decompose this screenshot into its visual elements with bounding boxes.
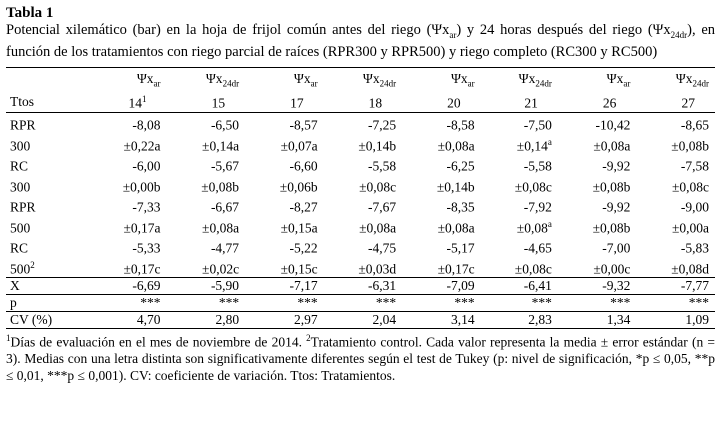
row-label-text: 300	[10, 179, 31, 195]
cell-value: -5,83	[680, 240, 709, 256]
cell-value: -7,92	[523, 199, 552, 215]
cell-value: -8,57	[289, 117, 318, 133]
cell-value: 3,14	[451, 312, 475, 328]
table-cell	[88, 236, 167, 257]
table-row	[6, 113, 715, 134]
table-cell	[167, 154, 246, 175]
table-cell	[402, 257, 481, 278]
footnote-text: Días de evaluación en el mes de noviembre de 2014.	[10, 334, 307, 350]
row-label	[6, 312, 88, 329]
table-cell	[167, 278, 246, 295]
cell-value: ±0,08a	[437, 138, 475, 154]
header-psi-symbol: Ψx	[136, 70, 154, 86]
header-psi-symbol: Ψx	[606, 70, 624, 86]
cell-value: ±0,08d	[671, 261, 709, 277]
table-row	[6, 236, 715, 257]
cell-value: -8,27	[289, 199, 318, 215]
cell-value: ±0,08	[516, 220, 548, 236]
table-cell	[558, 195, 637, 216]
cell-value: 1,09	[685, 312, 709, 328]
header-psi-sub: 24dr	[535, 78, 552, 89]
cell-value: -6,69	[132, 278, 161, 294]
row-label	[6, 134, 88, 155]
cell-value: ±0,08c	[671, 179, 709, 195]
cell-value: ±0,08b	[671, 138, 709, 154]
table-row	[6, 154, 715, 175]
cell-value: ±0,17a	[123, 220, 161, 236]
cell-value: 2,80	[215, 312, 240, 328]
cell-value: -4,65	[523, 240, 552, 256]
table-cell	[481, 175, 558, 196]
cell-value: -5,33	[132, 240, 161, 256]
header-psi-symbol: Ψx	[293, 70, 311, 86]
table-cell	[245, 257, 324, 278]
cell-value: -7,00	[602, 240, 631, 256]
table-cell	[636, 113, 715, 134]
header-psi-sub: ar	[310, 78, 318, 89]
cell-value: ±0,15a	[280, 220, 318, 236]
header-day-number: 21	[524, 95, 538, 111]
table-cell	[558, 134, 637, 155]
cell-value: -8,58	[446, 117, 475, 133]
header-psi-sub: 24dr	[692, 78, 709, 89]
table-row	[6, 257, 715, 278]
table-cell	[88, 216, 167, 237]
header-day	[636, 92, 709, 111]
header-psi-sub: 24dr	[379, 78, 397, 89]
header-day-number: 15	[211, 95, 226, 111]
table-cell	[481, 195, 558, 216]
table-cell	[324, 295, 403, 312]
cell-value: ±0,08a	[202, 220, 240, 236]
table-cell	[245, 236, 324, 257]
table-cell	[402, 113, 481, 134]
header-col	[245, 67, 324, 112]
row-label	[6, 278, 88, 295]
table-cell	[324, 113, 403, 134]
cell-value: ±0,15c	[280, 261, 318, 277]
table-cell	[88, 175, 167, 196]
header-psi	[402, 71, 475, 92]
table-cell	[88, 278, 167, 295]
table-row	[6, 134, 715, 155]
table-cell	[481, 134, 558, 155]
cell-value: ±0,08b	[592, 220, 631, 236]
header-day	[402, 92, 475, 111]
cell-value: ±0,02c	[202, 261, 240, 277]
cell-value: -4,75	[368, 240, 397, 256]
table-cell	[88, 113, 167, 134]
table-cell	[324, 134, 403, 155]
table-cell	[245, 216, 324, 237]
table-cell	[88, 195, 167, 216]
table-cell	[558, 175, 637, 196]
cell-value: -7,33	[132, 199, 161, 215]
table-cell	[324, 175, 403, 196]
table-cell	[402, 278, 481, 295]
cell-value: 2,04	[372, 312, 397, 328]
table-cell	[636, 295, 715, 312]
cell-value: ***	[454, 295, 475, 311]
header-psi-symbol: Ψx	[205, 70, 223, 86]
header-col	[481, 67, 558, 112]
header-day	[324, 92, 397, 111]
cell-value: -8,35	[446, 199, 475, 215]
cell-value: -4,77	[210, 240, 240, 256]
header-day	[481, 92, 552, 111]
cell-value: ±0,08a	[437, 220, 475, 236]
header-day-number: 14	[128, 95, 143, 111]
row-label-text: 300	[10, 138, 31, 154]
table-label: Tabla 1	[6, 5, 54, 21]
table-cell	[167, 113, 246, 134]
table-cell	[167, 236, 246, 257]
cell-value: ±0,07a	[280, 138, 318, 154]
cell-value: -7,17	[289, 278, 318, 294]
cell-value: -5,22	[289, 240, 318, 256]
cell-value: ***	[218, 295, 240, 311]
cell-value: ±0,14a	[202, 138, 240, 154]
row-label	[6, 195, 88, 216]
header-day-sup: 1	[142, 93, 147, 104]
row-label-text: RPR	[10, 199, 36, 215]
footnote	[6, 330, 715, 384]
cell-value: ±0,08c	[514, 261, 552, 277]
table-cell	[558, 113, 637, 134]
cell-value: 1,34	[606, 312, 631, 328]
row-label	[6, 154, 88, 175]
caption-part: Potencial xilemático (bar) en la hoja de frijol común antes del riego (Ψx	[6, 22, 450, 38]
cell-value: -9,92	[602, 199, 631, 215]
header-row	[6, 67, 715, 112]
cell-value: 2,83	[528, 312, 552, 328]
row-label	[6, 257, 88, 278]
table-cell	[558, 216, 637, 237]
table-cell	[324, 278, 403, 295]
table-cell	[402, 312, 481, 329]
header-day	[167, 92, 240, 111]
cell-value: ***	[531, 295, 552, 311]
table-cell	[636, 134, 715, 155]
cell-value: -10,42	[595, 117, 631, 133]
row-label-text: 500	[10, 261, 31, 277]
header-psi-symbol: Ψx	[450, 70, 468, 86]
cell-value: -6,50	[210, 117, 240, 133]
cell-value: ±0,00b	[122, 179, 161, 195]
row-label-text: RPR	[10, 117, 36, 133]
table-cell	[167, 257, 246, 278]
cell-value: ±0,00a	[671, 220, 709, 236]
cell-value: -6,31	[368, 278, 397, 294]
header-psi-sub: 24dr	[222, 78, 240, 89]
header-psi	[636, 71, 709, 92]
cell-value: -8,65	[680, 117, 709, 133]
table-cell	[481, 113, 558, 134]
table-cell	[245, 154, 324, 175]
header-col	[402, 67, 481, 112]
cell-value: ±0,00c	[593, 261, 631, 277]
cell-value: ±0,08b	[201, 179, 240, 195]
cell-sup: a	[547, 136, 552, 147]
cell-value: ***	[140, 295, 161, 311]
table-cell	[324, 257, 403, 278]
table-cell	[558, 257, 637, 278]
table-cell	[481, 312, 558, 329]
header-psi	[558, 71, 631, 92]
table-body	[6, 113, 715, 329]
header-day	[558, 92, 631, 111]
cell-value: ***	[610, 295, 631, 311]
header-psi	[167, 71, 240, 92]
cell-value: ±0,14b	[358, 138, 397, 154]
table-row	[6, 278, 715, 295]
cell-value: 2,97	[293, 312, 318, 328]
cell-value: -6,60	[289, 158, 318, 174]
table-cell	[481, 257, 558, 278]
table-cell	[88, 312, 167, 329]
cell-value: ±0,17c	[437, 261, 475, 277]
footnote-sup: 2	[306, 333, 311, 344]
cell-value: ±0,06b	[279, 179, 318, 195]
caption-part: ) y 24 horas después del riego (Ψx	[456, 22, 671, 38]
row-label-text: p	[10, 295, 17, 311]
table-cell	[245, 278, 324, 295]
cell-value: -5,58	[523, 158, 552, 174]
header-day-number: 18	[368, 95, 383, 111]
header-col	[558, 67, 637, 112]
header-psi	[245, 71, 318, 92]
cell-value: ±0,14	[516, 138, 548, 154]
cell-value: -7,25	[368, 117, 397, 133]
table-cell	[402, 154, 481, 175]
cell-value: ±0,08a	[593, 138, 631, 154]
table-cell	[558, 295, 637, 312]
table-cell	[636, 154, 715, 175]
table-cell	[245, 175, 324, 196]
cell-value: -5,67	[210, 158, 240, 174]
table-cell	[167, 195, 246, 216]
header-col	[636, 67, 715, 112]
row-label	[6, 236, 88, 257]
table-cell	[324, 236, 403, 257]
table-cell	[481, 295, 558, 312]
cell-value: 4,70	[136, 312, 161, 328]
table-cell	[636, 236, 715, 257]
table-cell	[245, 295, 324, 312]
table-cell	[558, 312, 637, 329]
table-cell	[88, 257, 167, 278]
header-day-number: 26	[602, 95, 617, 111]
caption-sub: 24dr	[670, 29, 688, 40]
table-cell	[324, 312, 403, 329]
table-row	[6, 195, 715, 216]
cell-value: -7,50	[523, 117, 552, 133]
header-psi-sub: ar	[153, 78, 161, 89]
row-label-text: RC	[10, 158, 29, 174]
table-cell	[481, 216, 558, 237]
data-table	[6, 67, 715, 329]
row-label-text: RC	[10, 240, 29, 256]
header-day	[88, 92, 161, 111]
cell-value: -7,67	[368, 199, 397, 215]
table-cell	[245, 312, 324, 329]
cell-value: ±0,08c	[514, 179, 552, 195]
cell-value: -8,08	[132, 117, 161, 133]
table-cell	[558, 154, 637, 175]
row-label-text: CV (%)	[10, 312, 53, 328]
caption-part: ), en función de los tratamientos con riego parcial de raíces (RPR300 y RPR500) y riego completo (RC300 y RC500)	[6, 22, 716, 60]
table-cell	[324, 195, 403, 216]
table-cell	[481, 154, 558, 175]
header-psi-sub: ar	[623, 78, 631, 89]
table-cell	[88, 295, 167, 312]
table-cell	[324, 216, 403, 237]
header-day	[245, 92, 318, 111]
footnote-sup: 1	[6, 333, 11, 344]
row-label	[6, 216, 88, 237]
table-cell	[402, 175, 481, 196]
header-psi-symbol: Ψx	[675, 70, 693, 86]
row-label	[6, 295, 88, 312]
cell-sup: a	[547, 218, 552, 229]
cell-value: ±0,22a	[123, 138, 161, 154]
header-day-number: 27	[681, 95, 695, 111]
header-day-number: 20	[447, 95, 461, 111]
header-col	[88, 67, 167, 112]
table-cell	[558, 236, 637, 257]
header-day-number: 17	[290, 95, 304, 111]
cell-value: -6,67	[210, 199, 240, 215]
cell-value: -7,09	[446, 278, 475, 294]
table-row	[6, 216, 715, 237]
cell-value: -7,58	[680, 158, 709, 174]
cell-value: -6,25	[446, 158, 475, 174]
table-cell	[402, 216, 481, 237]
cell-value: -5,58	[368, 158, 397, 174]
header-psi	[481, 71, 552, 92]
caption-sub: ar	[449, 29, 457, 40]
header-ttos: Ttos	[10, 94, 35, 110]
header-psi	[324, 71, 397, 92]
table-cell	[167, 312, 246, 329]
cell-value: -6,00	[132, 158, 161, 174]
cell-value: ±0,08b	[592, 179, 631, 195]
table-cell	[402, 295, 481, 312]
cell-value: -5,17	[446, 240, 475, 256]
table-cell	[167, 134, 246, 155]
row-label-text: $\overline{X}$	[10, 278, 20, 294]
table-cell	[481, 236, 558, 257]
table-cell	[402, 195, 481, 216]
cell-value: ±0,08a	[359, 220, 397, 236]
table-cell	[636, 257, 715, 278]
cell-value: ±0,17c	[123, 261, 161, 277]
table-cell	[167, 216, 246, 237]
table-cell	[245, 134, 324, 155]
header-psi-sub: ar	[467, 78, 475, 89]
header-psi-symbol: Ψx	[518, 70, 536, 86]
table-cell	[558, 278, 637, 295]
table-cell	[402, 236, 481, 257]
cell-value: -9,32	[602, 278, 631, 294]
table-caption	[6, 22, 715, 61]
header-psi-symbol: Ψx	[362, 70, 380, 86]
cell-value: -7,77	[680, 278, 709, 294]
cell-value: -9,92	[602, 158, 631, 174]
cell-value: ±0,08c	[359, 179, 397, 195]
table-cell	[636, 278, 715, 295]
table-row	[6, 295, 715, 312]
cell-value: ±0,14b	[436, 179, 475, 195]
footnote-text: Tratamiento control. Cada valor representa la media ± error estándar (n = 3). Medias con una letra distinta son significativamente diferentes según el test de Tukey (p: nivel de significación, *p ≤ 0,05, **p ≤ 0,01, ***p ≤ 0,001). CV: coeficiente de variación. Ttos: Tratamientos.	[6, 334, 715, 383]
header-col	[324, 67, 403, 112]
table-cell	[481, 278, 558, 295]
cell-value: ***	[688, 295, 709, 311]
row-label-text: 500	[10, 220, 31, 236]
table-row	[6, 175, 715, 196]
table-cell	[167, 175, 246, 196]
table-cell	[636, 195, 715, 216]
cell-value: -6,41	[523, 278, 552, 294]
table-cell	[245, 113, 324, 134]
row-label	[6, 113, 88, 134]
table-cell	[636, 216, 715, 237]
cell-value: -9,00	[680, 199, 709, 215]
cell-value: -5,90	[210, 278, 240, 294]
table-cell	[324, 154, 403, 175]
table-cell	[636, 312, 715, 329]
table-cell	[402, 134, 481, 155]
table-cell	[167, 295, 246, 312]
row-label-sup: 2	[30, 259, 35, 270]
header-psi	[88, 71, 161, 92]
row-label	[6, 175, 88, 196]
header-col	[167, 67, 246, 112]
table-row	[6, 312, 715, 329]
cell-value: ±0,03d	[358, 261, 397, 277]
cell-value: ***	[297, 295, 318, 311]
cell-value: ***	[375, 295, 397, 311]
table-cell	[88, 134, 167, 155]
table-cell	[636, 175, 715, 196]
table-cell	[245, 195, 324, 216]
table-cell	[88, 154, 167, 175]
